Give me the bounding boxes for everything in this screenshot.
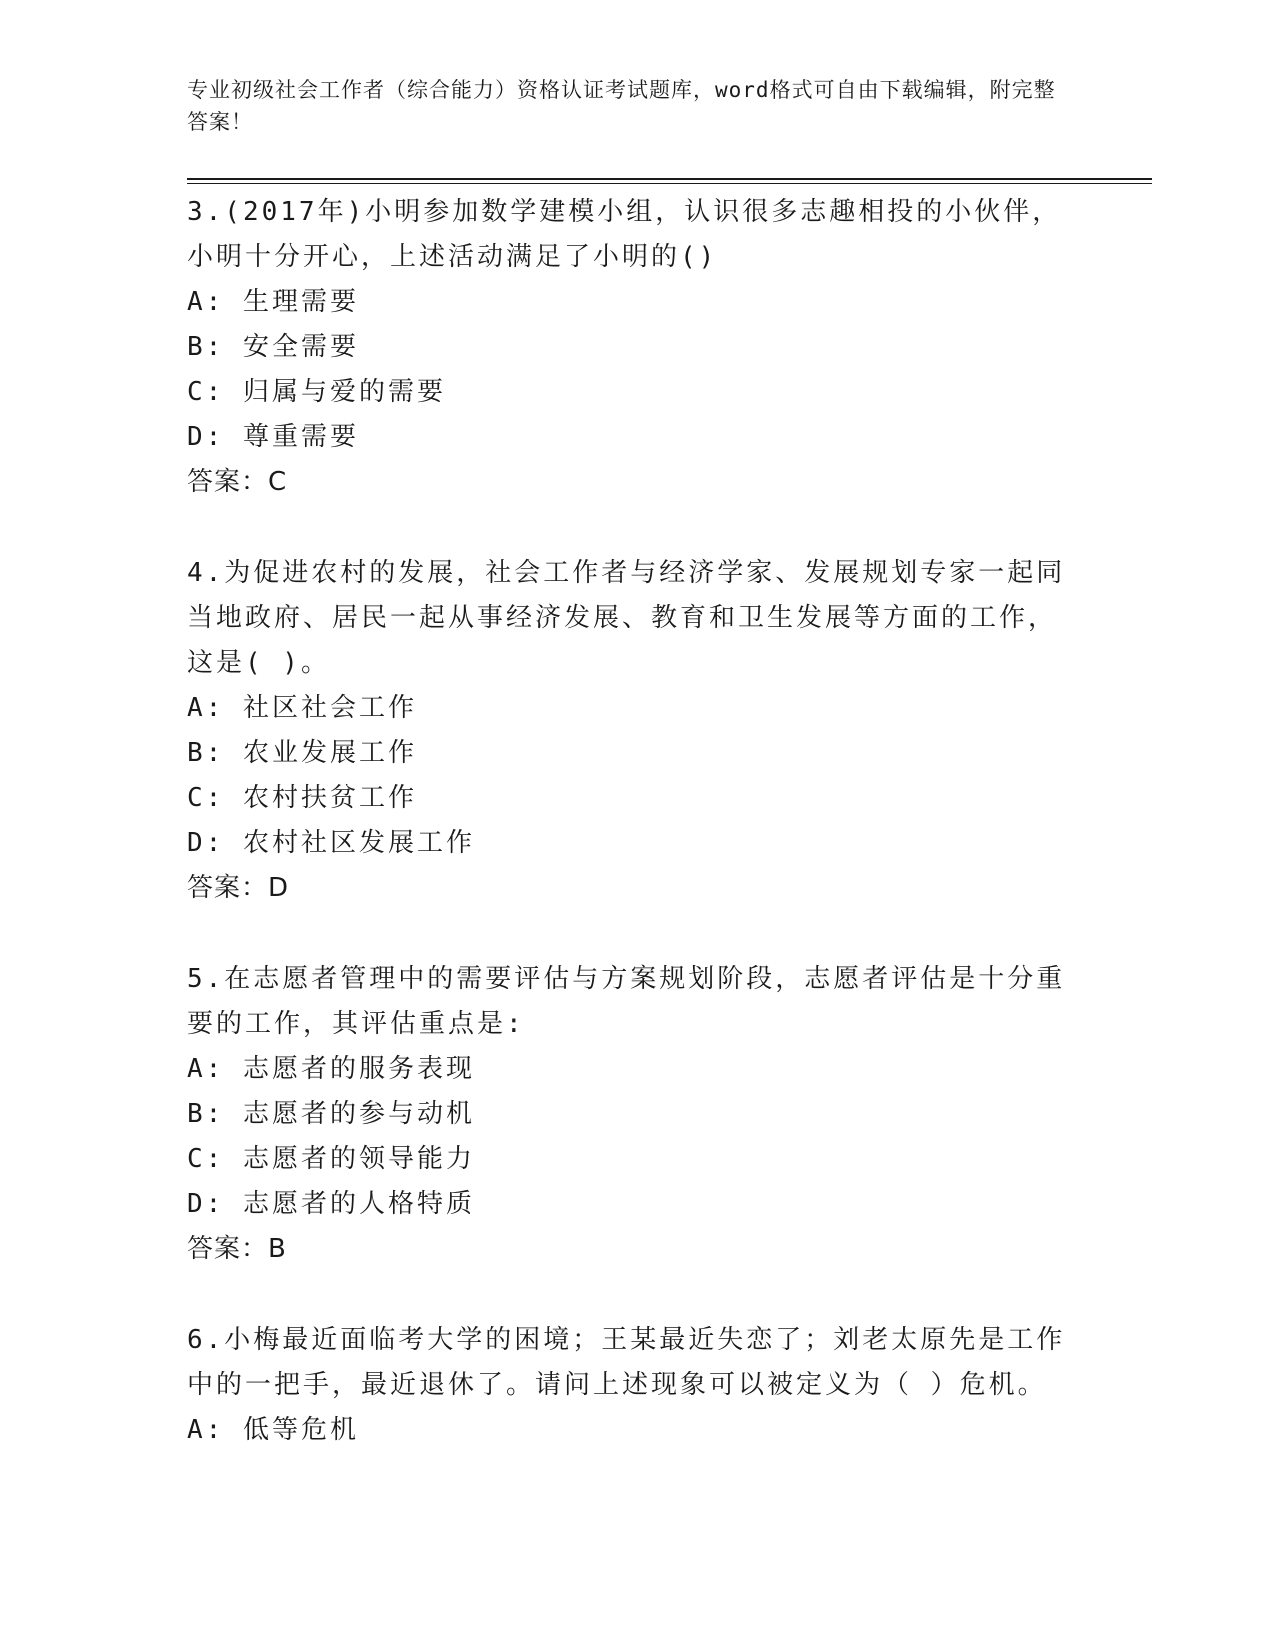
answer-line: 答案：C (187, 467, 288, 497)
question-stem: 5.在志愿者管理中的需要评估与方案规划阶段，志愿者评估是十分重要的工作，其评估重点是: (187, 964, 1066, 1039)
option-c: C: 归属与爱的需要 (187, 377, 446, 407)
answer-line: 答案：D (187, 873, 290, 903)
option-d: D: 尊重需要 (187, 422, 359, 452)
answer-line: 答案：B (187, 1234, 287, 1264)
question-list (187, 190, 1067, 1453)
option-c: C: 志愿者的领导能力 (187, 1144, 475, 1174)
option-c: C: 农村扶贫工作 (187, 783, 417, 813)
option-a: A: 社区社会工作 (187, 693, 417, 723)
header-rule-thick (187, 178, 1152, 180)
question-stem: 6.小梅最近面临考大学的困境；王某最近失恋了；刘老太原先是工作中的一把手，最近退休了。请问上述现象可以被定义为（ ）危机。 (187, 1325, 1066, 1400)
header-rule-thin (187, 183, 1152, 184)
option-a: A: 志愿者的服务表现 (187, 1054, 475, 1084)
option-d: D: 志愿者的人格特质 (187, 1189, 475, 1219)
page-header: 专业初级社会工作者（综合能力）资格认证考试题库，word格式可自由下载编辑，附完整答案！ (187, 78, 1056, 134)
option-d: D: 农村社区发展工作 (187, 828, 475, 858)
question-5 (187, 957, 1067, 1272)
option-b: B: 志愿者的参与动机 (187, 1099, 475, 1129)
question-4 (187, 551, 1067, 911)
option-a: A: 低等危机 (187, 1415, 359, 1445)
question-6 (187, 1318, 1067, 1453)
question-stem: 4.为促进农村的发展，社会工作者与经济学家、发展规划专家一起同当地政府、居民一起从事经济发展、教育和卫生发展等方面的工作，这是( )。 (187, 558, 1066, 678)
option-a: A: 生理需要 (187, 287, 359, 317)
question-stem: 3.(2017年)小明参加数学建模小组，认识很多志趣相投的小伙伴，小明十分开心，上述活动满足了小明的() (187, 197, 1062, 272)
option-b: B: 安全需要 (187, 332, 359, 362)
question-3 (187, 190, 1067, 505)
option-b: B: 农业发展工作 (187, 738, 417, 768)
